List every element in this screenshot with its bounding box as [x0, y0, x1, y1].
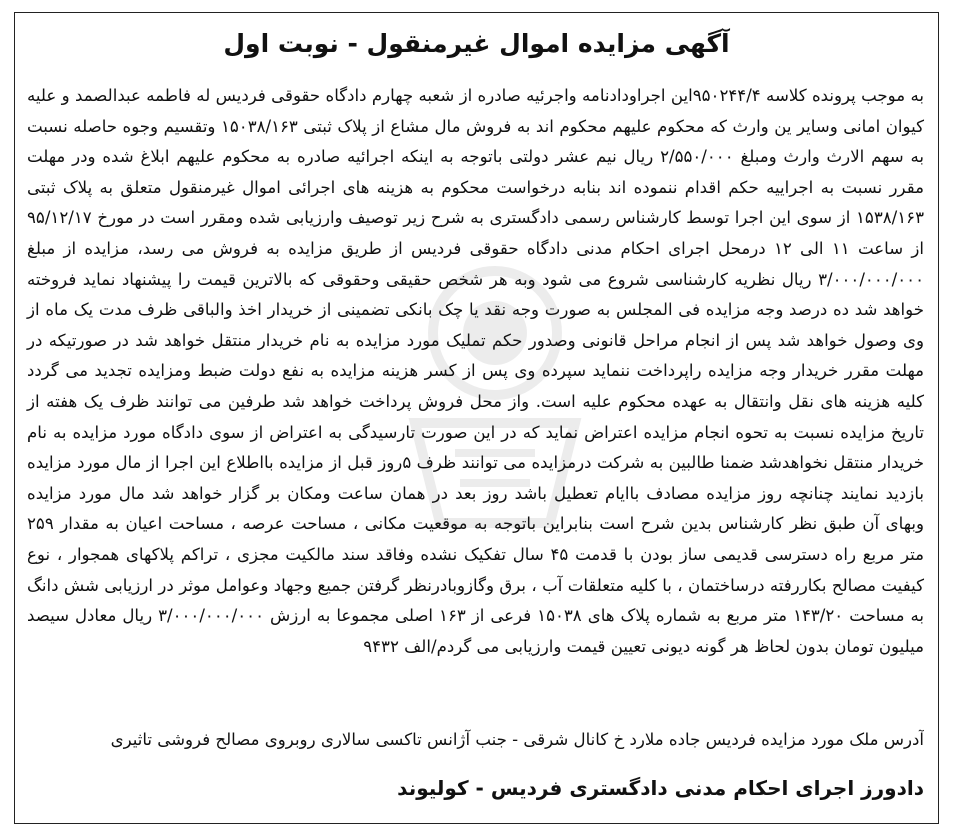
notice-title: آگهی مزایده اموال غیرمنقول - نوبت اول — [223, 29, 730, 58]
notice-body: به موجب پرونده کلاسه ۹۵۰۲۴۴/۴این اجراودادنامه واجرئیه صادره از شعبه چهارم دادگاه حقوقی فردیس له فاطمه عبدالصمد و علیه کیوان امانی وسایر ین وارث که محکوم علیهم محکوم اند به فروش مال مشاع از پلاک ثبتی ۱۵۰۳۸/۱۶۳ وتقسیم وجوه حاصله نسبت به سهم الارث وارث ومبلغ ۲/۵۵۰/۰۰۰ ریال نیم عشر دولتی باتوجه به اینکه اجرائیه صادره به محکوم علیهم ابلاغ شده ودر مهلت مقرر نسبت به اجراییه حکم اقدام ننموده اند بنابه درخواست محکوم به هزینه های اجرائی اموال غیرمنقول متعلق به پلاک ثبتی ۱۵۳۸/۱۶۳ از سوی این اجرا توسط کارشناس رسمی دادگستری به شرح زیر توصیف وارزیابی شده ومقرر است در مورخ ۹۵/۱۲/۱۷ از ساعت ۱۱ الی ۱۲ درمحل اجرای احکام مدنی دادگاه حقوقی فردیس از طریق مزایده به فروش می رسد، مزایده از مبلغ ۳/۰۰۰/۰۰۰/۰۰۰ ریال نظریه کارشناسی شروع می شود وبه هر شخص حقیقی وحقوقی که بالاترین قیمت را پیشنهاد نماید فروخته خواهد شد ده درصد وجه مزایده فی المجلس به صورت وجه نقد یا چک بانکی تضمینی از خریدار اخذ والباقی ظرف مدت یک ماه از وی وصول خواهد شد پس از انجام مراحل قانونی وصدور حکم تملیک مورد مزایده به نام خریدار منتقل خواهد شد در صورتیکه در مهلت مقرر خریدار وجه مزایده راپرداخت ننماید سپرده وی پس از کسر هزینه مزایده به نفع دولت ضبط ومزایده تجدید می گردد کلیه هزینه های نقل وانتقال به عهده محکوم علیه است. واز محل فروش پرداخت خواهد شد طرفین می توانند ظرف یک هفته از تاریخ مزایده نسبت به تحوه انجام مزایده اعتراض نماید که در این صورت تارسیدگی به اعتراض از سوی دادگاه مورد مزایده به نام خریدار منتقل نخواهدشد ضمنا طالبین به شرکت درمزایده می توانند ظرف ۵روز قبل از مزایده بااطلاع این اجرا از مال مورد مزایده بازدید نمایند چنانچه روز مزایده مصادف باایام تعطیل باشد روز بعد در همان ساعت ومکان بر گزار خواهد شد مال مورد مزایده وبهای آن طبق نظر کارشناس بدین شرح است بنابراین باتوجه به موقعیت مکانی ، مساحت عرصه ، مساحت اعیان به مقدار ۲۵۹ متر مربع راه دسترسی قدیمی ساز بودن با قدمت ۴۵ سال تفکیک نشده وفاقد سند مالکیت مجزی ، تراکم پلاکهای همجوار ، نوع کیفیت مصالح بکاررفته درساختمان ، با کلیه متعلقات آب ، برق وگازوبادرنظر گرفتن جمیع وجهاد وعوامل موثر در ارزیابی شش دانگ به مساحت ۱۴۳/۲۰ متر مربع به شماره پلاک های ۱۵۰۳۸ فرعی از ۱۶۳ اصلی مجموعا به ارزش ۳/۰۰۰/۰۰۰/۰۰۰ ریال معادل سیصد میلیون تومان بدون لحاظ هر گونه دیونی تعیین قیمت وارزیابی می گردم/الف ۹۴۳۲ — [27, 86, 925, 656]
notice-box — [14, 12, 939, 824]
property-address: آدرس ملک مورد مزایده فردیس جاده ملارد خ کانال شرقی - جنب آژانس تاکسی سالاری روبروی مصالح فروشی تاثیری — [110, 730, 924, 749]
signature: دادورز اجرای احکام مدنی دادگستری فردیس - کولیوند — [397, 776, 924, 800]
